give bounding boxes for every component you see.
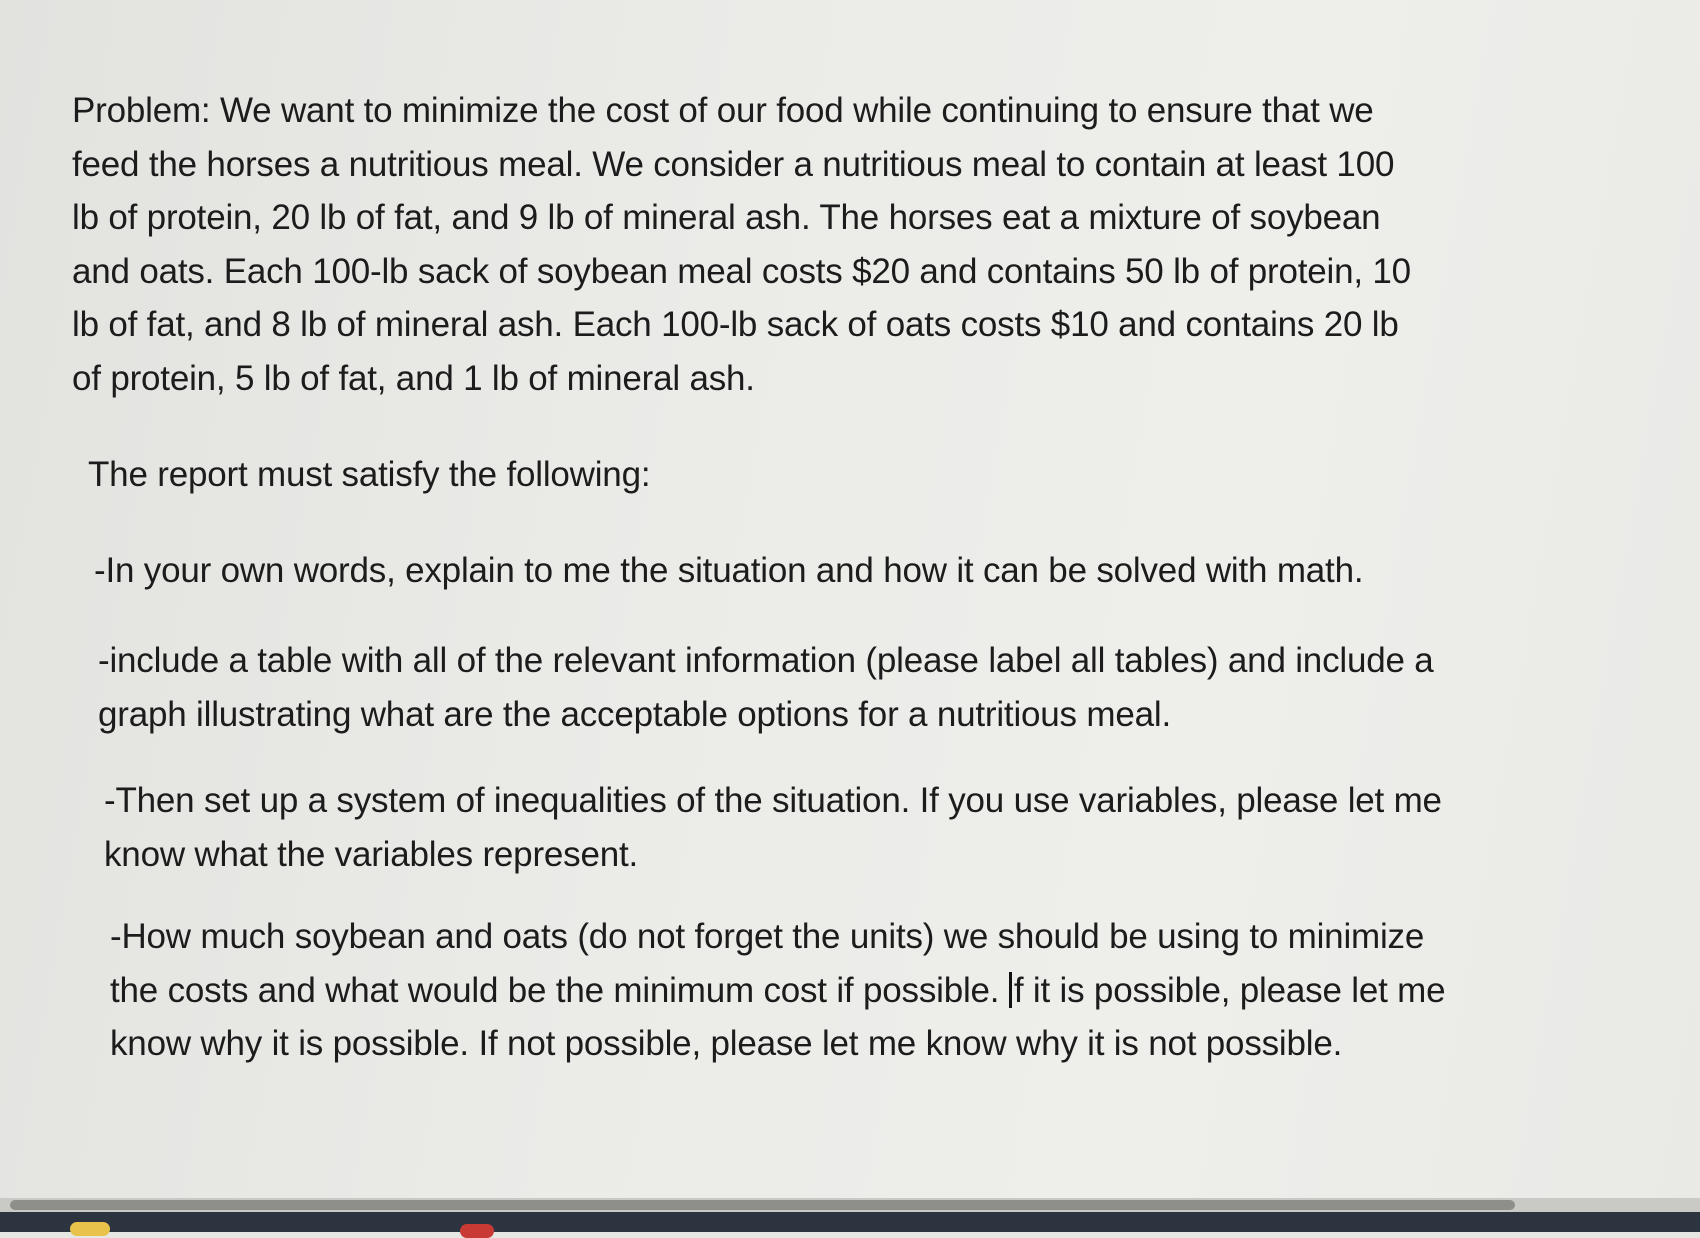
requirement-line <box>110 964 1445 1018</box>
dock-icon <box>460 1224 494 1238</box>
report-heading-text: The report must satisfy the following: <box>88 455 651 494</box>
problem-line: Problem: We want to minimize the cost of our food while continuing to ensure that we <box>72 91 1374 130</box>
requirement-line-part: the costs and what would be the minimum cost if possible. <box>110 970 1000 1010</box>
requirement-line: know why it is possible. If not possible, please let me know why it is not possible. <box>110 1024 1343 1063</box>
problem-line: lb of protein, 20 lb of fat, and 9 lb of mineral ash. The horses eat a mixture of soybean <box>72 198 1381 237</box>
requirement-line: -include a table with all of the relevant information (please label all tables) and include a <box>98 641 1434 680</box>
requirement-line: -Then set up a system of inequalities of the situation. If you use variables, please let me <box>104 781 1442 820</box>
requirement-line: -How much soybean and oats (do not forget the units) we should be using to minimize <box>110 917 1425 956</box>
requirement-line: -In your own words, explain to me the situation and how it can be solved with math. <box>94 551 1364 590</box>
problem-line: feed the horses a nutritious meal. We consider a nutritious meal to contain at least 100 <box>72 144 1395 184</box>
problem-paragraph <box>72 84 1411 405</box>
report-heading <box>88 448 650 502</box>
requirement-line: graph illustrating what are the acceptable options for a nutritious meal. <box>98 694 1171 734</box>
problem-line: lb of fat, and 8 lb of mineral ash. Each 100-lb sack of oats costs $10 and contains 20 lb <box>72 305 1399 344</box>
dock-icon <box>70 1222 110 1236</box>
requirement-1 <box>94 544 1363 598</box>
scrollbar-thumb[interactable] <box>10 1200 1515 1210</box>
requirement-3 <box>104 774 1442 881</box>
monitor-bezel <box>0 1212 1700 1232</box>
requirement-line-part: f it is possible, please let me <box>1013 970 1446 1010</box>
requirement-line: know what the variables represent. <box>104 834 639 874</box>
requirement-4 <box>110 910 1445 1071</box>
problem-line: of protein, 5 lb of fat, and 1 lb of mineral ash. <box>72 358 755 398</box>
text-cursor <box>1009 972 1012 1008</box>
problem-line: and oats. Each 100-lb sack of soybean meal costs $20 and contains 50 lb of protein, 10 <box>72 251 1411 291</box>
requirement-2 <box>98 634 1434 741</box>
